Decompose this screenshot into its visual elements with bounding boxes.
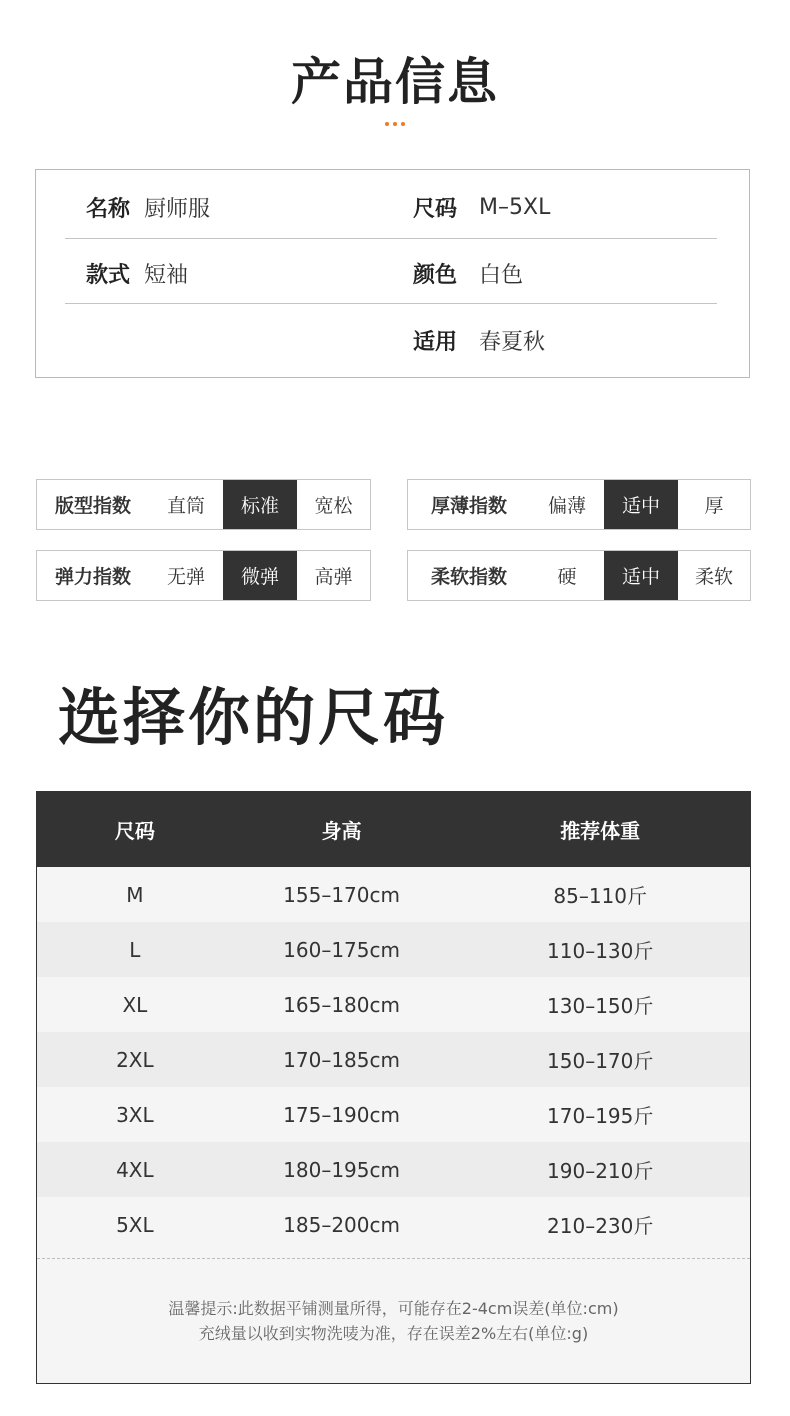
table-row <box>37 1142 750 1197</box>
info-divider-2 <box>65 303 717 304</box>
cell-size: XL <box>122 992 148 1017</box>
product-info-title: 产品信息 <box>291 53 499 111</box>
index-option: 偏薄 <box>547 495 586 517</box>
table-row <box>37 1032 750 1087</box>
cell-size: 5XL <box>116 1212 154 1237</box>
info-label: 款式 <box>86 262 131 288</box>
info-label: 适用 <box>413 329 458 355</box>
index-bar-softness <box>407 550 751 601</box>
index-bar-thickness <box>407 479 751 530</box>
cell-height: 155–170cm <box>283 882 400 907</box>
info-item-style <box>86 258 188 288</box>
cell-size: 3XL <box>116 1102 154 1127</box>
index-label: 版型指数 <box>54 495 131 517</box>
cell-size: 4XL <box>116 1157 154 1182</box>
index-option: 直筒 <box>166 495 205 517</box>
size-section-title: 选择你的尺码 <box>58 681 449 754</box>
info-label: 尺码 <box>413 196 458 222</box>
table-row <box>37 922 750 977</box>
index-option: 厚 <box>704 495 724 517</box>
index-label: 柔软指数 <box>430 566 507 588</box>
cell-weight: 170–195斤 <box>547 1104 654 1128</box>
cell-size: L <box>129 937 141 962</box>
cell-weight: 110–130斤 <box>547 939 654 963</box>
cell-size: 2XL <box>116 1047 154 1072</box>
info-item-name <box>86 192 210 222</box>
info-value: M–5XL <box>479 194 551 220</box>
cell-weight: 210–230斤 <box>547 1214 654 1238</box>
table-row <box>37 977 750 1032</box>
table-row <box>37 1087 750 1142</box>
header-size: 尺码 <box>114 819 155 843</box>
table-footer-divider <box>37 1258 750 1259</box>
index-option-selected: 适中 <box>604 551 678 600</box>
info-value: 白色 <box>479 262 524 288</box>
info-value: 春夏秋 <box>479 329 546 355</box>
cell-height: 165–180cm <box>283 992 400 1017</box>
cell-weight: 130–150斤 <box>547 994 654 1018</box>
dot-1 <box>385 122 389 126</box>
index-option-selected: 标准 <box>223 480 297 529</box>
info-value: 短袖 <box>144 262 189 288</box>
size-note-line-2: 充绒量以收到实物洗唛为准，存在误差2%左右(单位:g) <box>198 1324 589 1343</box>
info-item-color <box>413 258 523 288</box>
cell-size: M <box>126 882 144 907</box>
header-weight: 推荐体重 <box>560 819 641 843</box>
index-option: 无弹 <box>166 566 205 588</box>
cell-height: 170–185cm <box>283 1047 400 1072</box>
size-table-header <box>37 792 750 867</box>
index-bar-elasticity <box>36 550 371 601</box>
dot-3 <box>401 122 405 126</box>
info-label: 颜色 <box>413 262 458 288</box>
cell-weight: 150–170斤 <box>547 1049 654 1073</box>
cell-weight: 85–110斤 <box>553 884 647 908</box>
table-row <box>37 1197 750 1252</box>
index-bar-fit <box>36 479 371 530</box>
cell-weight: 190–210斤 <box>547 1159 654 1183</box>
cell-height: 175–190cm <box>283 1102 400 1127</box>
info-item-size <box>413 192 550 222</box>
info-value: 厨师服 <box>144 196 211 222</box>
index-option: 柔软 <box>694 566 733 588</box>
table-row <box>37 867 750 922</box>
index-label: 弹力指数 <box>54 566 131 588</box>
header-height: 身高 <box>321 819 362 843</box>
index-option-selected: 微弹 <box>223 551 297 600</box>
size-note-line-1: 温馨提示:此数据平铺测量所得，可能存在2-4cm误差(单位:cm) <box>168 1299 619 1318</box>
cell-height: 185–200cm <box>283 1212 400 1237</box>
index-label: 厚薄指数 <box>430 495 507 517</box>
index-option-selected: 适中 <box>604 480 678 529</box>
info-label: 名称 <box>86 196 131 222</box>
index-option: 宽松 <box>314 495 353 517</box>
info-divider-1 <box>65 238 717 239</box>
index-option: 高弹 <box>314 566 353 588</box>
dot-2 <box>393 122 397 126</box>
cell-height: 160–175cm <box>283 937 400 962</box>
index-option: 硬 <box>557 566 577 588</box>
size-table <box>36 791 751 1384</box>
title-decoration-dots <box>0 122 790 130</box>
cell-height: 180–195cm <box>283 1157 400 1182</box>
info-item-season <box>413 325 545 355</box>
